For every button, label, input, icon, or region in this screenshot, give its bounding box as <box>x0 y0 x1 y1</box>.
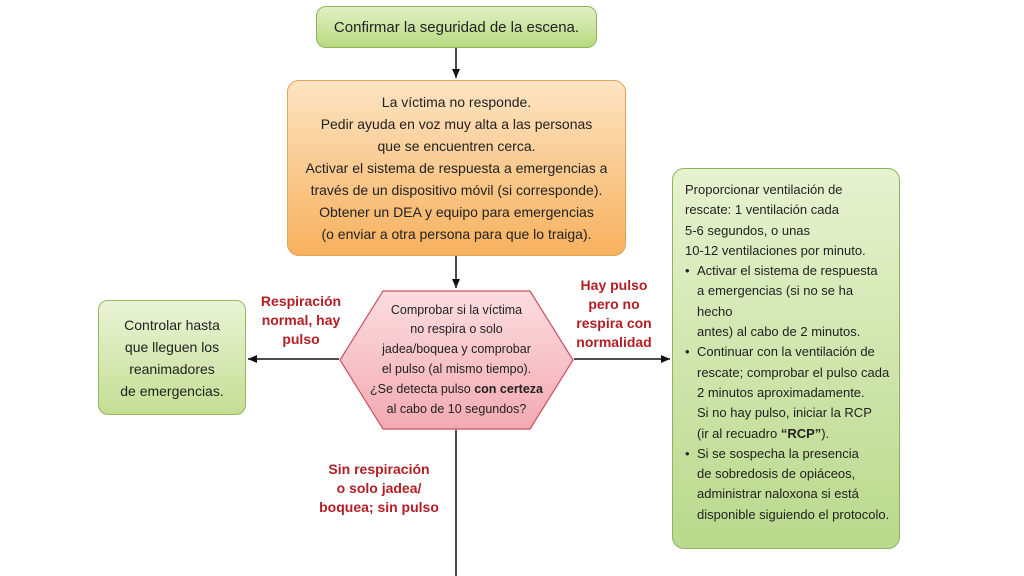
orange-line: Activar el sistema de respuesta a emergencias a <box>305 160 608 176</box>
decision-hexagon <box>339 290 574 430</box>
decision-line: Comprobar si la víctima <box>390 302 523 317</box>
bullet-line: • Activar el sistema de respuesta <box>697 263 878 279</box>
orange-line: Obtener un DEA y equipo para emergencias <box>319 204 594 220</box>
bullet-continue-ventilation <box>685 342 891 443</box>
label-line: boquea; sin pulso <box>319 499 439 515</box>
intro-line: 5-6 segundos, o unas <box>685 222 811 238</box>
bullet-line: • Si se sospecha la presencia <box>697 445 859 461</box>
label-no-breathing-no-pulse <box>304 460 454 517</box>
label-line: normalidad <box>576 334 652 350</box>
rcp-pre: (ir al recuadro <box>697 425 781 441</box>
label-line: o solo jadea/ <box>336 480 422 496</box>
confirm-scene-safety-box <box>316 6 597 48</box>
left-line: Controlar hasta <box>124 316 220 333</box>
orange-line: través de un dispositivo móvil (si corresponde). <box>310 182 603 198</box>
label-line: pulso <box>282 331 320 347</box>
bullet-line-rcp <box>697 424 891 444</box>
label-line: pero no <box>588 296 640 312</box>
decision-question-text: ¿Se detecta pulso <box>369 381 475 396</box>
label-line: Respiración <box>260 293 342 309</box>
orange-line: La víctima no responde. <box>381 94 532 110</box>
rcp-bold: “RCP” <box>780 425 822 441</box>
bullet-line: Si no hay pulso, iniciar la RCP <box>697 405 872 421</box>
bullet-line: antes) al cabo de 2 minutos. <box>697 324 861 340</box>
decision-line: el pulso (al mismo tiempo). <box>381 362 532 376</box>
bullet-line: administrar naloxona si está <box>697 486 859 502</box>
orange-line: que se encuentren cerca. <box>377 138 536 154</box>
monitor-until-rescuers-box <box>98 300 246 415</box>
orange-line: Pedir ayuda en voz muy alta a las personas <box>320 116 593 132</box>
orange-line: (o enviar a otra persona para que lo traiga). <box>321 226 592 242</box>
bullet-line: disponible siguiendo el protocolo. <box>697 506 890 522</box>
bullet-line: de sobredosis de opiáceos, <box>697 466 856 482</box>
label-line: Sin respiración <box>328 461 430 477</box>
decision-question-bold: con certeza <box>474 381 543 396</box>
decision-question <box>370 380 543 400</box>
label-line: normal, hay <box>261 312 341 328</box>
intro-line: rescate: 1 ventilación cada <box>685 202 839 218</box>
rescue-breathing-box <box>672 168 900 549</box>
label-line: Hay pulso <box>580 277 648 293</box>
confirm-scene-safety-text: Confirmar la seguridad de la escena. <box>333 18 580 36</box>
bullet-line: a emergencias (si no se ha hecho <box>697 283 854 319</box>
decision-line: jadea/boquea y comprobar <box>382 342 531 357</box>
left-line: de emergencias. <box>120 382 224 399</box>
decision-line: no respira o solo <box>410 322 503 337</box>
intro-line: Proporcionar ventilación de <box>685 182 843 197</box>
bullet-line: rescate; comprobar el pulso cada <box>697 364 890 380</box>
bullet-line: 2 minutos aproximadamente. <box>697 384 865 400</box>
bullet-activate-ems <box>685 261 891 342</box>
label-line: respira con <box>576 315 652 331</box>
label-pulse-abnormal-breathing <box>568 276 660 352</box>
bullet-opioid-naloxone <box>685 444 891 525</box>
label-normal-breathing-pulse <box>251 292 351 349</box>
rescue-breathing-bullets <box>685 261 891 525</box>
bullet-line: • Continuar con la ventilación de <box>697 344 875 360</box>
rescue-breathing-intro <box>685 180 870 261</box>
decision-line: al cabo de 10 segundos? <box>386 401 527 416</box>
victim-unresponsive-box <box>287 80 626 256</box>
intro-line: 10-12 ventilaciones por minuto. <box>685 242 866 258</box>
rcp-post: ). <box>821 425 830 441</box>
left-line: que lleguen los <box>124 338 220 355</box>
left-line: reanimadores <box>129 360 215 377</box>
